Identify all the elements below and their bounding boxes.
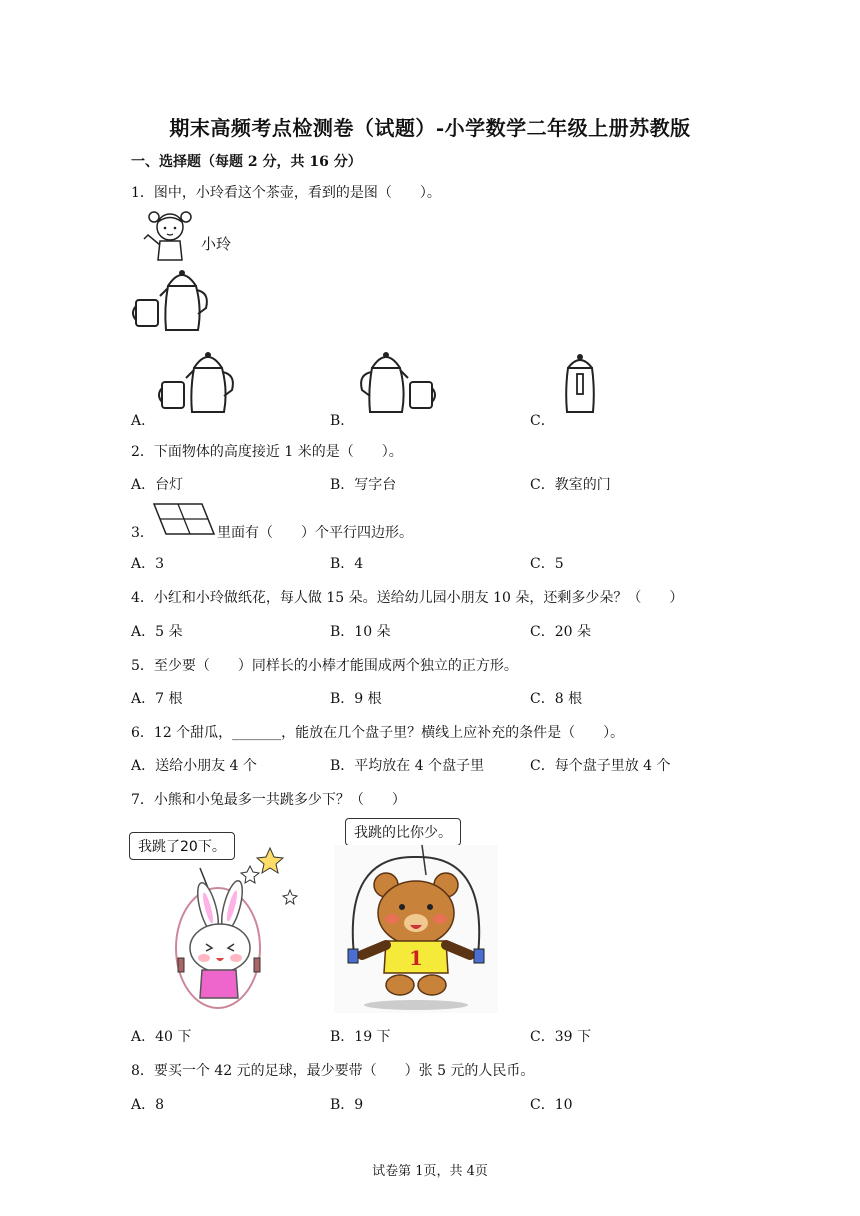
question-3-number: 3． [131,525,154,541]
question-7-option-c[interactable]: C．39 下 [530,1029,591,1045]
question-3-stem: 里面有（ ）个平行四边形。 [217,525,413,541]
option-b-teapot-view [356,350,436,416]
question-2-stem: 2．下面物体的高度接近 1 米的是（ ）。 [131,444,403,460]
question-5-option-c[interactable]: C．8 根 [530,691,583,707]
question-2-option-b[interactable]: B．写字台 [330,477,397,493]
question-6-option-b[interactable]: B．平均放在 4 个盘子里 [330,758,485,774]
question-4-stem: 4．小红和小玲做纸花，每人做 15 朵。送给幼儿园小朋友 10 朵，还剩多少朵？（ ） [131,590,684,606]
girl-figure [140,205,200,265]
question-4-option-a[interactable]: A．5 朵 [131,624,183,640]
question-1-stem: 1．图中，小玲看这个茶壶，看到的是图（ ）。 [131,185,441,201]
question-4-option-c[interactable]: C．20 朵 [530,624,591,640]
question-8-option-b[interactable]: B．9 [330,1097,364,1113]
question-5-option-b[interactable]: B．9 根 [330,691,382,707]
question-8-option-c[interactable]: C．10 [530,1097,573,1113]
question-5-stem: 5．至少要（ ）同样长的小棒才能围成两个独立的正方形。 [131,658,518,674]
question-4-option-b[interactable]: B．10 朵 [330,624,391,640]
page-title: 期末高频考点检测卷（试题）-小学数学二年级上册苏教版 [169,116,691,140]
option-a-teapot-view [158,350,238,416]
question-8-option-a[interactable]: A．8 [131,1097,165,1113]
question-1-option-b[interactable]: B． [330,413,355,429]
question-1-option-c[interactable]: C． [530,413,555,429]
parallelogram-figure [152,502,216,536]
girl-label: 小玲 [201,235,232,253]
option-c-teapot-view [560,352,600,416]
question-7-stem: 7．小熊和小兔最多一共跳多少下？（ ） [131,792,406,808]
page-footer: 试卷第 1页，共 4页 [372,1164,488,1179]
rabbit-figure [160,858,320,1018]
question-6-option-a[interactable]: A．送给小朋友 4 个 [131,758,257,774]
rabbit-speech-bubble: 我跳了20下。 [129,832,235,860]
question-8-stem: 8．要买一个 42 元的足球，最少要带（ ）张 5 元的人民币。 [131,1063,535,1079]
question-2-option-c[interactable]: C．教室的门 [530,477,611,493]
bear-figure [334,845,498,1013]
question-3-option-b[interactable]: B．4 [330,556,364,572]
question-7-option-a[interactable]: A．40 下 [131,1029,192,1045]
question-1-option-a[interactable]: A． [131,413,156,429]
question-3-option-c[interactable]: C．5 [530,556,564,572]
question-5-option-a[interactable]: A．7 根 [131,691,183,707]
question-6-stem: 6．12 个甜瓜，_______，能放在几个盘子里？横线上应补充的条件是（ ）。 [131,725,625,741]
question-6-option-c[interactable]: C．每个盘子里放 4 个 [530,758,671,774]
bear-speech-bubble: 我跳的比你少。 [345,818,461,846]
section-heading: 一、选择题（每题 2 分，共 16 分） [131,154,362,170]
teapot-and-cup-figure [132,268,212,334]
bear-shirt-number: 1 [409,946,423,970]
question-7-option-b[interactable]: B．19 下 [330,1029,391,1045]
question-3-option-a[interactable]: A．3 [131,556,165,572]
question-2-option-a[interactable]: A．台灯 [131,477,184,493]
